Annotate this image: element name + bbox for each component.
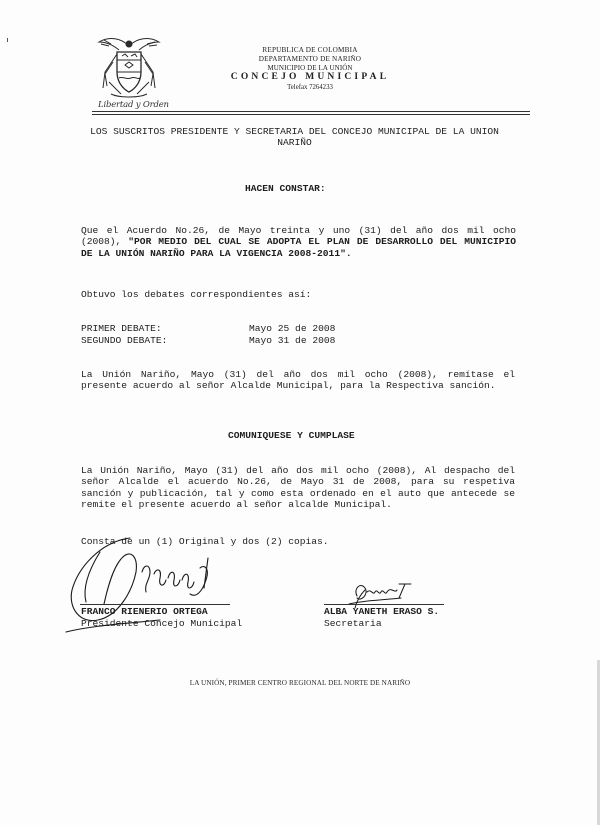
phone-number: Telefax 7264233: [287, 84, 333, 91]
acuerdo-title: "POR MEDIO DEL CUAL SE ADOPTA EL PLAN DE DESARROLLO DEL MUNICIPIO DE LA UNIÓN NARIÑO PARA LA VIGENCIA 2008-2011".: [81, 236, 517, 259]
footer-text: LA UNIÓN, PRIMER CENTRO REGIONAL DEL NORTE DE NARIÑO: [189, 679, 411, 687]
paragraph-acuerdo: [81, 225, 516, 259]
debate-label: SEGUNDO DEBATE:: [81, 335, 168, 346]
motto-text: Libertad y Orden: [98, 100, 169, 110]
debate-label: PRIMER DEBATE:: [81, 323, 162, 334]
hacen-constar-heading: HACEN CONSTAR:: [245, 183, 326, 194]
header-rule-bottom: [92, 114, 530, 115]
department-name: DEPARTAMENTO DE NARIÑO: [258, 55, 362, 63]
debates-intro: Obtuvo los debates correspondientes así:: [81, 289, 312, 300]
paragraph-despacho: La Unión Nariño, Mayo (31) del año dos mil ocho (2008), Al despacho del señor Alcalde el acuerdo No.26, de Mayo 31 de 2008, para su respetiva sanción y publicación, tal y como esta ordenado en el auto que antecede se remite el presente acuerdo al señor alcalde Municipal.: [81, 465, 515, 511]
debate-date: Mayo 31 de 2008: [249, 335, 336, 346]
council-title: CONCEJO MUNICIPAL: [230, 72, 390, 82]
intro-statement: LOS SUSCRITOS PRESIDENTE Y SECRETARIA DEL CONCEJO MUNICIPAL DE LA UNION NARIÑO: [90, 126, 499, 149]
acuerdo-text: Que el Acuerdo No.26, de Mayo treinta y uno (31) del año dos mil ocho (2008),: [81, 225, 516, 248]
secretary-name: ALBA YANETH ERASO S.: [324, 606, 440, 617]
president-signature-line: [80, 604, 230, 605]
country-name: REPUBLICA DE COLOMBIA: [262, 46, 358, 54]
president-name: FRANCO RIENERIO ORTEGA: [81, 606, 208, 617]
paragraph-remitase: La Unión Nariño, Mayo (31) del año dos mil ocho (2008), remítase el presente acuerdo al señor Alcalde Municipal, para la Respectiva sanción.: [81, 369, 515, 392]
header-rule-top: [92, 111, 530, 112]
secretary-signature-line: [324, 604, 444, 605]
comuniquese-heading: COMUNIQUESE Y CUMPLASE: [228, 430, 355, 441]
debate-date: Mayo 25 de 2008: [249, 323, 336, 334]
municipality-name: MUNICIPIO DE LA UNIÓN: [267, 64, 353, 72]
president-role: Presidente Concejo Municipal: [81, 618, 243, 629]
secretary-role: Secretaria: [324, 618, 382, 629]
copies-statement: Consta de un (1) Original y dos (2) copias.: [81, 536, 329, 547]
scan-mark: [7, 38, 8, 42]
